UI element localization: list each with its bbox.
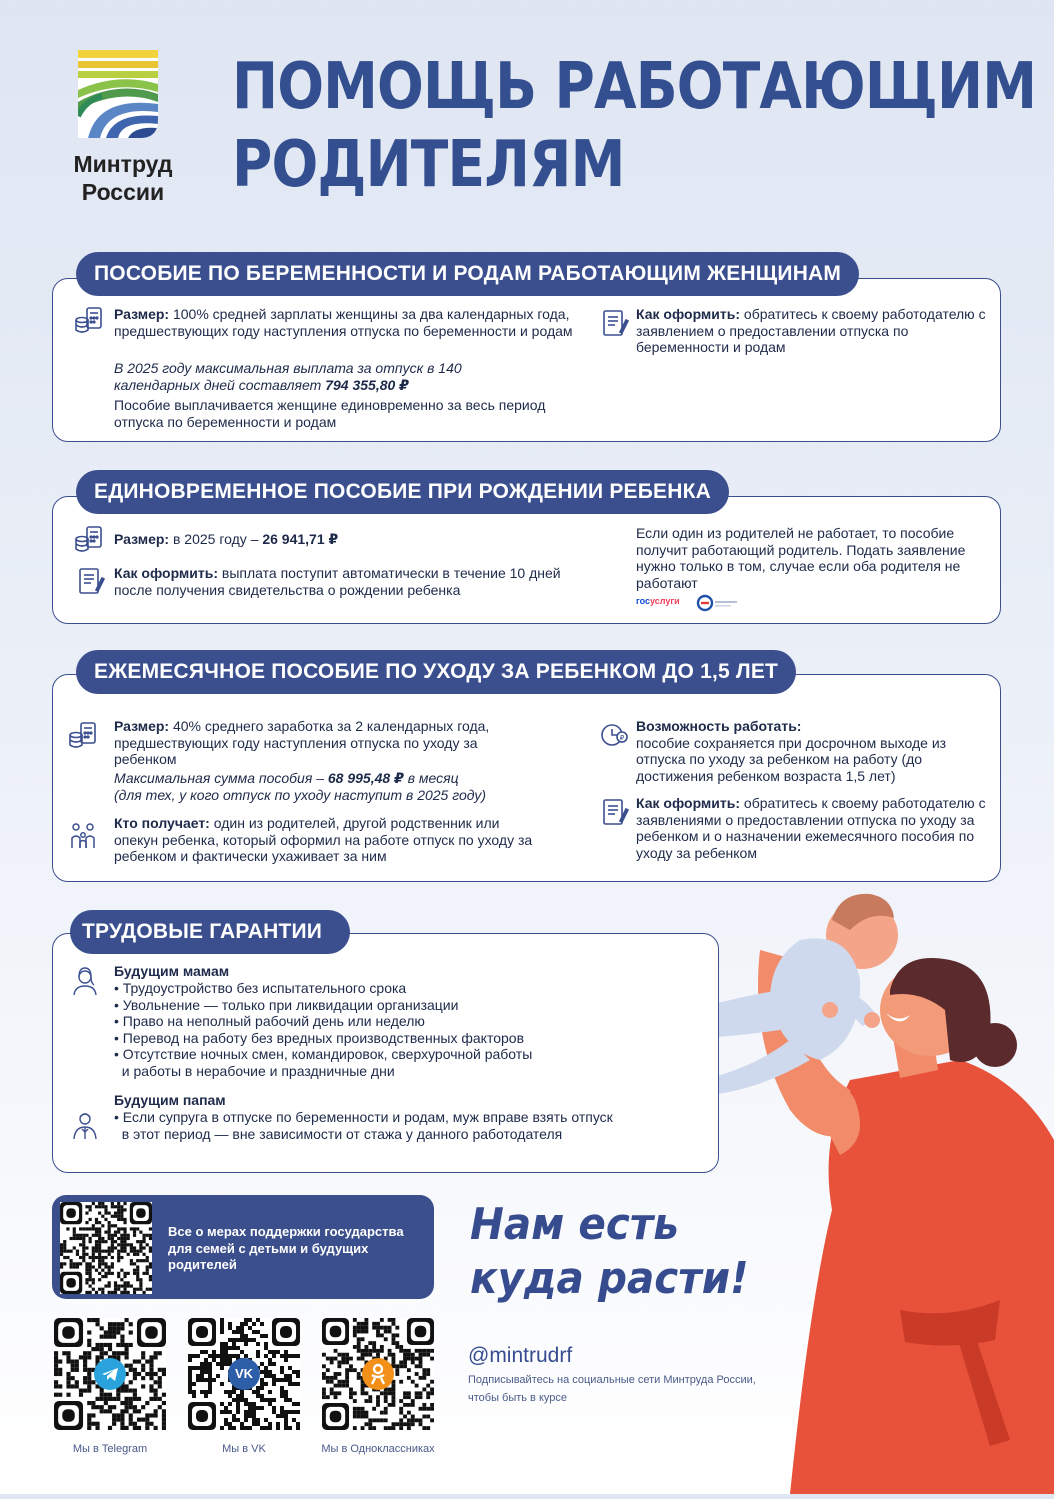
labor-guarantees-heading: ТРУДОВЫЕ ГАРАНТИИ (70, 910, 350, 954)
family-icon (68, 820, 98, 850)
work-label: Возможность работать: (636, 718, 802, 734)
telegram-icon (94, 1358, 126, 1390)
gosuslugi-logo: госуслуги (636, 596, 680, 606)
how-text: обратитесь к своему работодателю с заявлениями о предоставлении отпуска по уходу за ребенком и о назначении ежемесячного пособия по уходу за ребенком (636, 795, 986, 861)
sfr-logo-icon (696, 594, 740, 617)
list-item: и работы в нерабочие и праздничные дни (114, 1062, 395, 1079)
childcare-heading: ЕЖЕМЕСЯЧНОЕ ПОСОБИЕ ПО УХОДУ ЗА РЕБЕНКОМ ДО 1,5 ЛЕТ (76, 650, 796, 694)
social-handle[interactable]: @mintrudrf (468, 1344, 573, 1367)
max-payment-text: В 2025 году максимальная выплата за отпуск в 140 календарных дней составляет (114, 360, 462, 393)
work-text: пособие сохраняется при досрочном выходе из отпуска по уходу за ребенком на работу (до достижения ребенком возраста 1,5 лет) (636, 734, 947, 784)
size-text: в 2025 году – (172, 531, 259, 547)
size-text: 40% среднего заработка за 2 календарных года, предшествующих году наступления отпуска по уходу за ребенком (114, 718, 490, 767)
size-label: Размер: (114, 718, 170, 734)
support-qr-code[interactable] (60, 1202, 152, 1294)
calculator-coins-icon (74, 525, 104, 555)
how-label: Как оформить: (114, 565, 219, 581)
max-amount: 68 995,48 ₽ (327, 770, 404, 786)
man-icon (70, 1110, 100, 1140)
vk-caption: Мы в VK (222, 1443, 266, 1455)
list-item: • Трудоустройство без испытательного срока (114, 980, 407, 996)
calculator-coins-icon (68, 721, 98, 751)
list-item: • Перевод на работу без вредных производственных факторов (114, 1029, 525, 1046)
how-label: Как оформить: (636, 306, 741, 322)
childcare-work (636, 718, 976, 784)
moms-list (114, 980, 654, 1080)
how-label: Как оформить: (636, 795, 741, 811)
maternity-max-payment (114, 360, 544, 393)
woman-icon (70, 966, 100, 996)
moms-title: Будущим мамам (114, 963, 230, 979)
document-form-icon (600, 308, 630, 338)
maternity-heading: ПОСОБИЕ ПО БЕРЕМЕННОСТИ И РОДАМ РАБОТАЮЩИМ ЖЕНЩИНАМ (76, 252, 859, 296)
ok-qr-code[interactable] (322, 1318, 434, 1430)
maternity-paid-note: Пособие выплачивается женщине единовременно за весь период отпуска по беременности и родам (114, 397, 546, 430)
childcare-who (114, 815, 534, 865)
list-item: • Если супруга в отпуске по беременности и родам, муж вправе взять отпуск (114, 1109, 613, 1125)
childcare-how-to (636, 795, 991, 861)
ok-icon (362, 1358, 394, 1390)
telegram-qr-code[interactable] (54, 1318, 166, 1430)
size-amount: 26 941,71 ₽ (262, 531, 339, 547)
slogan: Нам есть куда расти! (470, 1199, 749, 1304)
max-note: (для тех, у кого отпуск по уходу наступит в 2025 году) (114, 786, 487, 803)
dads-title: Будущим папам (114, 1092, 226, 1108)
birth-how-to (114, 565, 574, 598)
document-form-icon (600, 797, 630, 827)
list-item: • Право на неполный рабочий день или неделю (114, 1013, 425, 1030)
birth-note: Если один из родителей не работает, то пособие получит работающий родитель. Подать заявление нужно только в том, случае если оба родителя не работают (636, 525, 966, 591)
subscribe-note: Подписывайтесь на социальные сети Минтруда России, чтобы быть в курсе (468, 1374, 756, 1404)
list-item: в этот период — вне зависимости от стажа у данного работодателя (114, 1125, 563, 1142)
support-qr-caption: Все о мерах поддержки государства для семей с детьми и будущих родителей (168, 1224, 404, 1272)
mintrud-logo (78, 50, 158, 138)
ok-caption: Мы в Одноклассниках (321, 1443, 435, 1455)
dads-list (114, 1109, 704, 1142)
how-text: выплата поступит автоматически в течение 10 дней после получения свидетельства о рождении ребенка (114, 565, 561, 598)
vk-icon: VK (228, 1358, 260, 1390)
logo-text: Минтруд России (73, 151, 173, 205)
childcare-size (114, 718, 499, 768)
list-item: • Увольнение — только при ликвидации организации (114, 996, 459, 1013)
clock-money-icon (600, 720, 630, 750)
max-payment-amount: 794 355,80 ₽ (325, 376, 409, 393)
svg-text:₽: ₽ (619, 735, 625, 742)
birth-size (114, 531, 514, 548)
document-form-icon (76, 566, 106, 596)
who-text: один из родителей, другой родственник или опекун ребенка, который оформил на работе отпуск по уходу за ребенком и фактически ухаживает за ним (114, 815, 533, 864)
size-text: 100% средней зарплаты женщины за два календарных года, предшествующих году наступления отпуска по беременности и родам (114, 306, 573, 339)
calculator-coins-icon (74, 306, 104, 336)
page-title: ПОМОЩЬ РАБОТАЮЩИМ РОДИТЕЛЯМ (232, 50, 1037, 202)
birth-allowance-heading: ЕДИНОВРЕМЕННОЕ ПОСОБИЕ ПРИ РОЖДЕНИИ РЕБЕНКА (76, 470, 729, 514)
size-label: Размер: (114, 306, 170, 322)
size-label: Размер: (114, 531, 170, 547)
list-item: • Отсутствие ночных смен, командировок, сверхурочной работы (114, 1046, 533, 1063)
how-text: обратитесь к своему работодателю с заявлением о предоставлении отпуска по беременности и родам (636, 306, 986, 355)
max-suffix: в месяц (407, 770, 459, 786)
telegram-caption: Мы в Telegram (72, 1443, 148, 1455)
who-label: Кто получает: (114, 815, 210, 831)
childcare-max (114, 770, 534, 803)
maternity-size (114, 306, 584, 339)
max-text: Максимальная сумма пособия – (114, 770, 324, 786)
maternity-how-to (636, 306, 986, 356)
vk-qr-code[interactable] (188, 1318, 300, 1430)
